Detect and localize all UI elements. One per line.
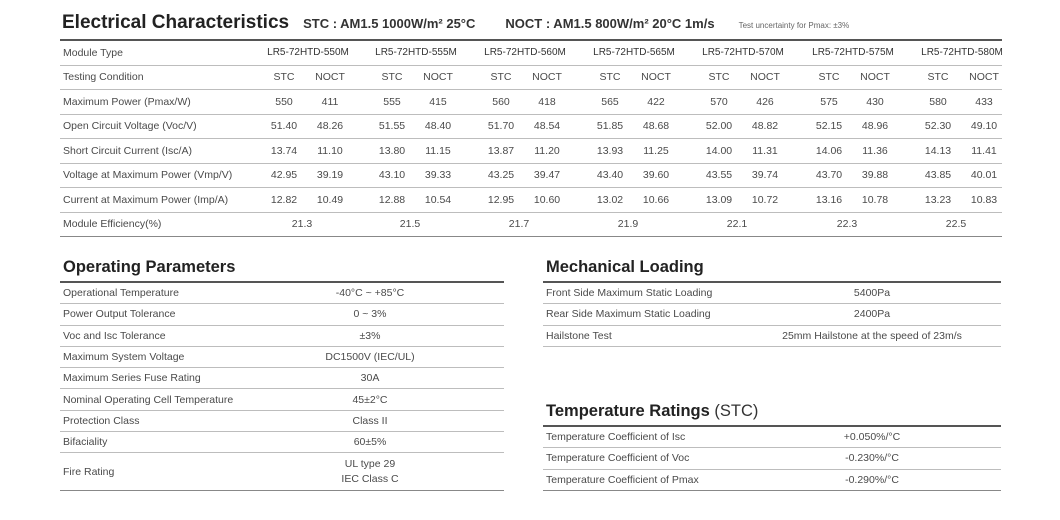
efficiency-value: 21.7 [508, 218, 530, 231]
temperature-value: -0.290%/°C [845, 473, 899, 486]
voc-row [60, 115, 1002, 140]
operating-label: Operational Temperature [63, 287, 179, 300]
imp-noct-value: 10.54 [424, 193, 452, 206]
efficiency-value: 22.1 [726, 218, 748, 231]
efficiency-value: 21.5 [399, 218, 421, 231]
vmp-stc-value: 43.85 [924, 169, 952, 182]
efficiency-value: 22.5 [945, 218, 967, 231]
mechanical-row [543, 326, 1001, 347]
vmp-stc-value: 42.95 [270, 169, 298, 182]
imp-stc-value: 13.02 [596, 193, 624, 206]
voc-noct-value: 49.10 [970, 120, 998, 133]
noct-label: NOCT [641, 71, 671, 84]
model-name: LR5-72HTD-560M [484, 47, 566, 59]
voc-stc-value: 52.00 [705, 120, 733, 133]
pmax-noct-value: 422 [647, 95, 665, 108]
mechanical-title: Mechanical Loading [546, 258, 704, 276]
row-label: Voltage at Maximum Power (Vmp/V) [63, 169, 233, 182]
imp-noct-value: 10.72 [751, 193, 779, 206]
isc-stc-value: 13.93 [596, 144, 624, 157]
mechanical-label: Rear Side Maximum Static Loading [546, 308, 711, 321]
fire-rating-label: Fire Rating [63, 465, 115, 478]
stc-condition: STC : AM1.5 1000W/m² 25°C [303, 16, 476, 31]
pmax-stc-value: 560 [492, 95, 510, 108]
noct-label: NOCT [750, 71, 780, 84]
pmax-noct-value: 415 [429, 95, 447, 108]
voc-stc-value: 51.40 [270, 120, 298, 133]
temperature-title-main: Temperature Ratings [546, 402, 710, 420]
operating-row [60, 389, 504, 410]
mechanical-label: Hailstone Test [546, 329, 612, 342]
operating-value: Class II [352, 414, 388, 427]
vmp-stc-value: 43.25 [487, 169, 515, 182]
vmp-noct-value: 39.19 [316, 169, 344, 182]
pmax-noct-value: 411 [321, 95, 339, 108]
vmp-stc-value: 43.10 [378, 169, 406, 182]
operating-value: ±3% [359, 329, 381, 342]
imp-row [60, 188, 1002, 213]
voc-stc-value: 52.15 [815, 120, 843, 133]
temperature-table [543, 425, 1001, 491]
row-label: Short Circuit Current (Isc/A) [63, 144, 192, 157]
electrical-table [60, 39, 1002, 237]
pmax-noct-value: 433 [975, 95, 993, 108]
model-name: LR5-72HTD-555M [375, 47, 457, 59]
imp-stc-value: 13.23 [924, 193, 952, 206]
operating-row [60, 326, 504, 347]
fire-rating-line2: IEC Class C [341, 472, 399, 485]
operating-value: 45±2°C [352, 393, 388, 406]
stc-label: STC [599, 71, 621, 84]
temperature-title-sub: (STC) [714, 402, 759, 420]
testing-condition-row [60, 66, 1002, 91]
operating-label: Nominal Operating Cell Temperature [63, 393, 234, 406]
operating-label: Voc and Isc Tolerance [63, 329, 166, 342]
vmp-noct-value: 39.33 [424, 169, 452, 182]
mechanical-value: 5400Pa [853, 287, 891, 300]
fire-rating-value [250, 453, 490, 490]
noct-label: NOCT [532, 71, 562, 84]
pmax-stc-value: 575 [820, 95, 838, 108]
isc-stc-value: 13.87 [487, 144, 515, 157]
isc-noct-value: 11.36 [862, 144, 888, 157]
temperature-title [546, 402, 758, 421]
mechanical-table [543, 281, 1001, 347]
fire-rating-row [60, 453, 504, 491]
pmax-noct-value: 426 [756, 95, 774, 108]
operating-title: Operating Parameters [63, 258, 236, 276]
vmp-noct-value: 40.01 [970, 169, 998, 182]
isc-noct-value: 11.10 [317, 144, 343, 157]
module-type-row [60, 39, 1002, 66]
isc-row [60, 139, 1002, 164]
operating-table [60, 281, 504, 491]
operating-row [60, 411, 504, 432]
isc-stc-value: 14.00 [705, 144, 733, 157]
operating-label: Maximum Series Fuse Rating [63, 372, 201, 385]
operating-value: 30A [360, 372, 380, 385]
isc-stc-value: 13.80 [378, 144, 406, 157]
pmax-stc-value: 550 [275, 95, 293, 108]
operating-row [60, 432, 504, 453]
voc-noct-value: 48.54 [533, 120, 561, 133]
operating-value: 0 ~ 3% [353, 308, 387, 321]
efficiency-value: 22.3 [836, 218, 858, 231]
isc-noct-value: 11.20 [534, 144, 560, 157]
temperature-value: +0.050%/°C [843, 431, 901, 444]
isc-noct-value: 11.31 [752, 144, 778, 157]
model-name: LR5-72HTD-565M [593, 47, 675, 59]
stc-label: STC [273, 71, 295, 84]
voc-noct-value: 48.68 [642, 120, 670, 133]
noct-label: NOCT [315, 71, 345, 84]
isc-stc-value: 13.74 [270, 144, 298, 157]
operating-value: DC1500V (IEC/UL) [325, 351, 415, 364]
imp-stc-value: 13.16 [815, 193, 843, 206]
pmax-noct-value: 418 [538, 95, 556, 108]
noct-label: NOCT [969, 71, 999, 84]
vmp-noct-value: 39.47 [533, 169, 561, 182]
stc-label: STC [381, 71, 403, 84]
stc-label: STC [490, 71, 512, 84]
pmax-stc-value: 565 [601, 95, 619, 108]
stc-label: STC [708, 71, 730, 84]
temperature-row [543, 425, 1001, 448]
electrical-title: Electrical Characteristics [62, 12, 290, 33]
operating-row [60, 281, 504, 304]
voc-noct-value: 48.40 [424, 120, 452, 133]
row-label: Testing Condition [63, 71, 144, 84]
operating-label: Maximum System Voltage [63, 351, 185, 364]
vmp-stc-value: 43.70 [815, 169, 843, 182]
row-label: Current at Maximum Power (Imp/A) [63, 193, 229, 206]
imp-noct-value: 10.60 [533, 193, 561, 206]
isc-stc-value: 14.06 [815, 144, 843, 157]
temperature-row [543, 470, 1001, 491]
stc-label: STC [927, 71, 949, 84]
model-name: LR5-72HTD-550M [267, 47, 349, 59]
imp-stc-value: 13.09 [705, 193, 733, 206]
imp-stc-value: 12.82 [270, 193, 298, 206]
vmp-noct-value: 39.60 [642, 169, 670, 182]
row-label: Open Circuit Voltage (Voc/V) [63, 120, 197, 133]
imp-noct-value: 10.66 [642, 193, 670, 206]
imp-stc-value: 12.95 [487, 193, 515, 206]
isc-noct-value: 11.41 [971, 144, 997, 157]
model-name: LR5-72HTD-580M [921, 47, 1003, 59]
voc-stc-value: 51.55 [378, 120, 406, 133]
stc-label: STC [818, 71, 840, 84]
voc-stc-value: 51.70 [487, 120, 515, 133]
temperature-row [543, 448, 1001, 469]
noct-condition: NOCT : AM1.5 800W/m² 20°C 1m/s [505, 16, 715, 31]
operating-label: Power Output Tolerance [63, 308, 176, 321]
row-label: Module Efficiency(%) [63, 218, 162, 231]
model-name: LR5-72HTD-575M [812, 47, 894, 59]
vmp-stc-value: 43.55 [705, 169, 733, 182]
temperature-label: Temperature Coefficient of Isc [546, 431, 686, 444]
isc-noct-value: 11.25 [643, 144, 669, 157]
voc-noct-value: 48.26 [316, 120, 344, 133]
uncertainty-note: Test uncertainty for Pmax: ±3% [738, 21, 850, 30]
operating-label: Bifaciality [63, 436, 108, 449]
efficiency-row [60, 213, 1002, 238]
noct-label: NOCT [860, 71, 890, 84]
voc-stc-value: 51.85 [596, 120, 624, 133]
voc-noct-value: 48.96 [861, 120, 889, 133]
pmax-row [60, 90, 1002, 115]
voc-stc-value: 52.30 [924, 120, 952, 133]
mechanical-row [543, 281, 1001, 304]
pmax-stc-value: 580 [929, 95, 947, 108]
model-name: LR5-72HTD-570M [702, 47, 784, 59]
pmax-noct-value: 430 [866, 95, 884, 108]
temperature-value: -0.230%/°C [845, 452, 899, 465]
isc-stc-value: 14.13 [924, 144, 952, 157]
mechanical-label: Front Side Maximum Static Loading [546, 287, 713, 300]
efficiency-value: 21.9 [617, 218, 639, 231]
noct-label: NOCT [423, 71, 453, 84]
imp-stc-value: 12.88 [378, 193, 406, 206]
electrical-header [62, 12, 1002, 38]
vmp-stc-value: 43.40 [596, 169, 624, 182]
mechanical-row [543, 304, 1001, 325]
voc-noct-value: 48.82 [751, 120, 779, 133]
imp-noct-value: 10.83 [970, 193, 998, 206]
mechanical-value: 2400Pa [853, 308, 891, 321]
row-label: Maximum Power (Pmax/W) [63, 95, 191, 108]
fire-rating-line1: UL type 29 [344, 457, 396, 470]
imp-noct-value: 10.78 [861, 193, 889, 206]
row-label: Module Type [63, 46, 123, 59]
temperature-label: Temperature Coefficient of Pmax [546, 473, 699, 486]
efficiency-value: 21.3 [291, 218, 313, 231]
temperature-label: Temperature Coefficient of Voc [546, 452, 690, 465]
operating-value: 60±5% [353, 436, 387, 449]
vmp-noct-value: 39.88 [861, 169, 889, 182]
vmp-noct-value: 39.74 [751, 169, 779, 182]
operating-row [60, 368, 504, 389]
isc-noct-value: 11.15 [425, 144, 451, 157]
operating-value: -40°C ~ +85°C [335, 287, 405, 300]
operating-label: Protection Class [63, 414, 140, 427]
vmp-row [60, 164, 1002, 189]
pmax-stc-value: 570 [710, 95, 728, 108]
mechanical-value: 25mm Hailstone at the speed of 23m/s [782, 329, 962, 342]
operating-row [60, 347, 504, 368]
operating-row [60, 304, 504, 325]
pmax-stc-value: 555 [383, 95, 401, 108]
imp-noct-value: 10.49 [316, 193, 344, 206]
